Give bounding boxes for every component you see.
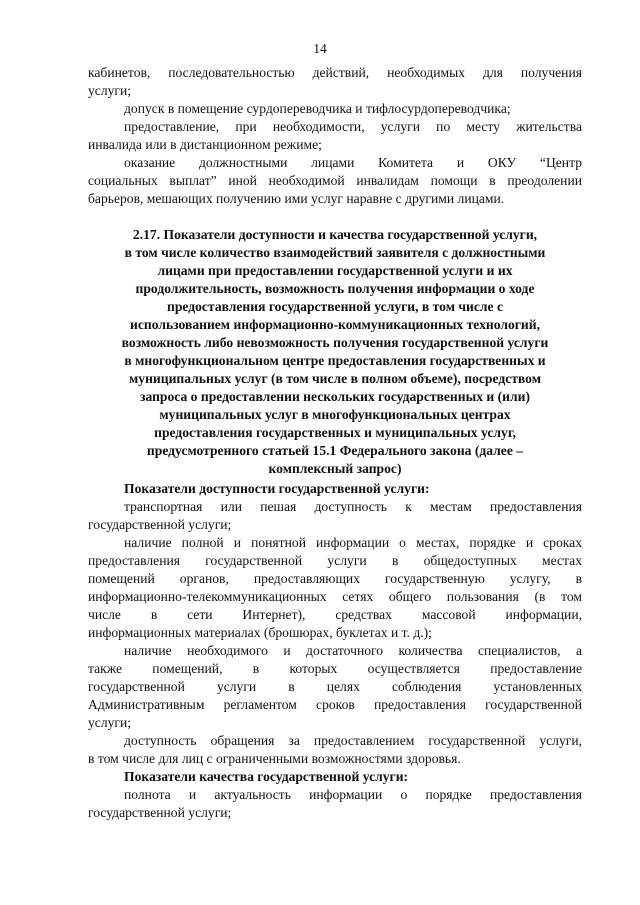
text-line: барьеров, мешающих получению ими услуг наравне с другими лицами. bbox=[88, 191, 505, 206]
heading-line: в том числе количество взаимодействий заявителя с должностными bbox=[124, 245, 546, 260]
text-line: кабинетов, последовательностью действий, необходимых для получения bbox=[88, 65, 582, 80]
heading-line: 2.17. Показатели доступности и качества государственной услуги, bbox=[132, 227, 538, 242]
text-line: полнота и актуальность информации о порядке предоставления bbox=[124, 787, 582, 802]
text-line: государственной услуги в целях соблюдения установленных bbox=[88, 679, 582, 694]
text-line: Показатели качества государственной услуги: bbox=[124, 769, 409, 784]
text-line: наличие полной и понятной информации о местах, порядке и сроках bbox=[124, 535, 582, 550]
text-line: предоставления государственной услуги в общедоступных местах bbox=[88, 553, 582, 568]
text-line: инвалида или в дистанционном режиме; bbox=[88, 137, 322, 152]
text-line: доступность обращения за предоставлением государственной услуги, bbox=[124, 733, 582, 748]
text-line: также помещений, в которых осуществляется предоставление bbox=[88, 661, 582, 676]
text-line: Административным регламентом сроков предоставления государственной bbox=[88, 697, 582, 712]
heading-line: возможность либо невозможность получения государственной услуги bbox=[121, 335, 549, 350]
heading-line: продолжительность, возможность получения информации о ходе bbox=[135, 281, 535, 296]
heading-line: предусмотренного статьей 15.1 Федерального закона (далее – bbox=[146, 443, 524, 458]
text-line: Показатели доступности государственной услуги: bbox=[124, 481, 430, 496]
text-line: информационных материалах (брошюрах, буклетах и т. д.); bbox=[88, 625, 432, 640]
text-line: социальных выплат” иной необходимой инвалидам помощи в преодолении bbox=[88, 173, 582, 188]
heading-line: предоставления государственных и муниципальных услуг, bbox=[154, 425, 516, 440]
heading-line: комплексный запрос) bbox=[268, 461, 402, 476]
page-number: 14 bbox=[313, 41, 327, 56]
text-line: предоставление, при необходимости, услуги по месту жительства bbox=[124, 119, 582, 134]
heading-line: предоставления государственной услуги, в том числе с bbox=[167, 299, 503, 314]
text-line: информационно-телекоммуникационных сетях общего пользования (в том bbox=[88, 589, 582, 604]
text-line: услуги; bbox=[88, 715, 132, 730]
heading-line: муниципальных услуг (в том числе в полном объеме), посредством bbox=[129, 371, 541, 386]
heading-line: лицами при предоставлении государственной услуги и их bbox=[157, 263, 513, 278]
text-line: государственной услуги; bbox=[88, 805, 232, 820]
text-line: транспортная или пешая доступность к местам предоставления bbox=[124, 499, 582, 514]
text-line: государственной услуги; bbox=[88, 517, 232, 532]
heading-line: использованием информационно-коммуникационных технологий, bbox=[130, 317, 540, 332]
heading-line: муниципальных услуг в многофункциональных центрах bbox=[159, 407, 511, 422]
heading-line: в многофункциональном центре предоставления государственных и bbox=[124, 353, 546, 368]
text-line: услуги; bbox=[88, 83, 132, 98]
text-line: наличие необходимого и достаточного количества специалистов, а bbox=[124, 643, 582, 658]
text-line: числе в сети Интернет), средствах массовой информации, bbox=[88, 607, 582, 622]
text-line: допуск в помещение сурдопереводчика и тифлосурдопереводчика; bbox=[124, 101, 511, 116]
text-line: оказание должностными лицами Комитета и ОКУ “Центр bbox=[124, 155, 582, 170]
text-line: в том числе для лиц с ограниченными возможностями здоровья. bbox=[88, 751, 461, 766]
heading-line: запроса о предоставлении нескольких государственных и (или) bbox=[140, 389, 530, 404]
text-line: помещений органов, предоставляющих государственную услугу, в bbox=[88, 571, 582, 586]
